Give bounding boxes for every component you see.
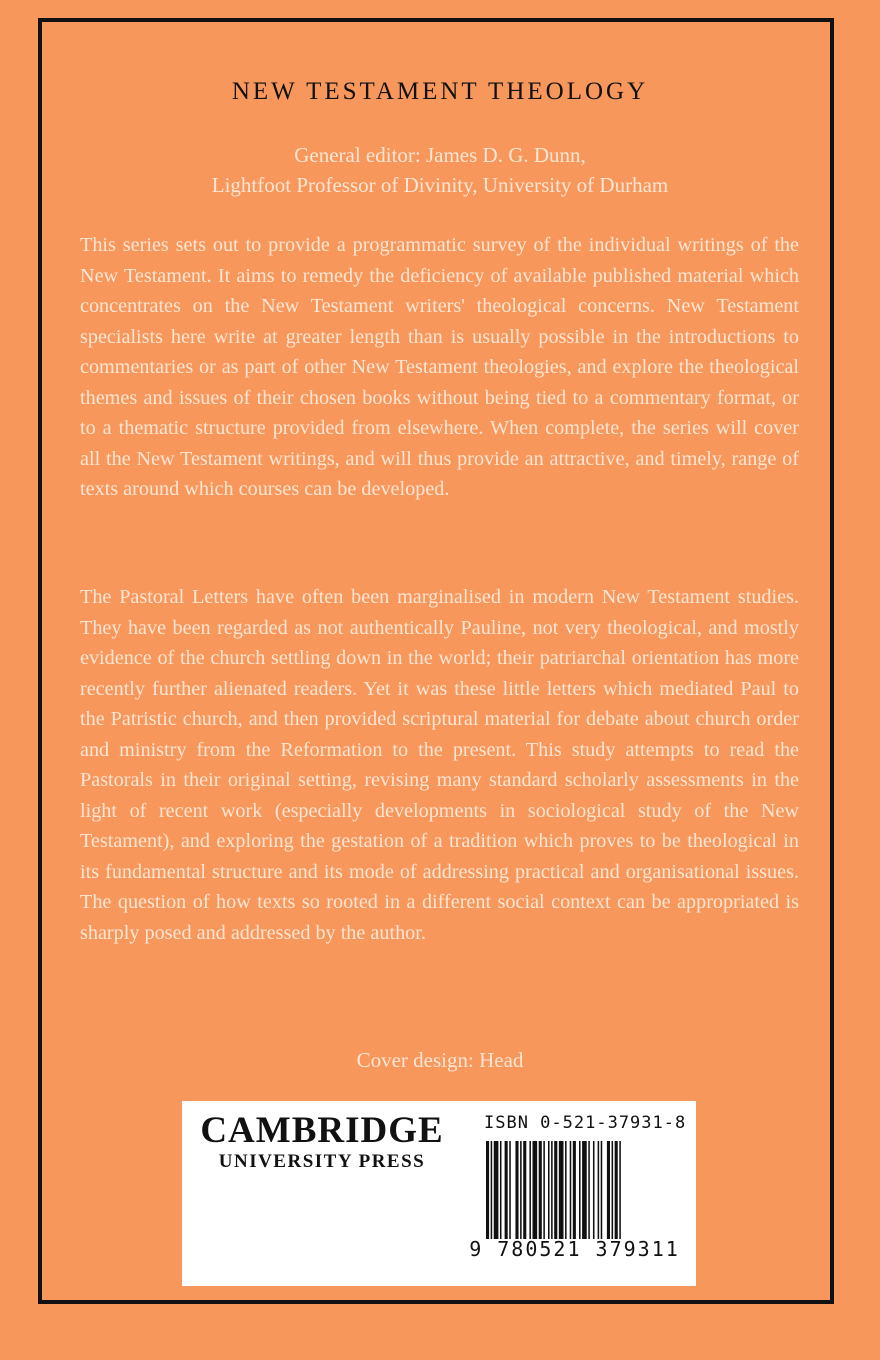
cover-design-credit: Cover design: Head [356, 1048, 524, 1072]
series-description: This series sets out to provide a programmatic survey of the individual writings of the New Testament. It aims to remedy the deficiency of available published material which concentrates on the New Testament writers' theological concerns. New Testament specialists here write at greater length than is usually possible in the introductions to commentaries or as part of other New Testament theologies, and explore the theological themes and issues of their chosen books without being tied to a commentary format, or to a thematic structure provided from elsewhere. When complete, the series will cover all the New Testament writings, and will thus provide an attractive, and timely, range of texts around which courses can be developed. [80, 234, 799, 500]
publisher-name: CAMBRIDGE [200, 1110, 444, 1151]
book-description: The Pastoral Letters have often been marginalised in modern New Testament studies. They have been regarded as not authentically Pauline, not very theological, and mostly evidence of the church settling down in the world; their patriarchal orientation has more recently further alienated readers. Yet it was these little letters which mediated Paul to the Patristic church, and then provided scriptural material for debate about church order and ministry from the Reformation to the present. This study attempts to read the Pastorals in their original setting, revising many standard scholarly assessments in the light of recent work (especially developments in sociological study of the New Testament), and exploring the gestation of a tradition which proves to be theological in its fundamental structure and its mode of addressing practical and organisational issues. The question of how texts so rooted in a different social context can be appropriated is sharply posed and addressed by the author. [80, 586, 799, 944]
editor-credit [0, 140, 880, 200]
isbn-label: ISBN 0-521-37931-8 [484, 1113, 687, 1133]
publisher-logo [192, 1111, 452, 1173]
barcode-panel [182, 1101, 696, 1286]
publisher-press: UNIVERSITY PRESS [218, 1151, 426, 1172]
editor-name: General editor: James D. G. Dunn, [294, 143, 586, 167]
series-title: NEW TESTAMENT THEOLOGY [231, 78, 649, 105]
barcode-icon [484, 1141, 684, 1239]
ean-number: 9 780521 379311 [469, 1237, 680, 1261]
editor-affiliation: Lightfoot Professor of Divinity, University of Durham [211, 173, 669, 197]
